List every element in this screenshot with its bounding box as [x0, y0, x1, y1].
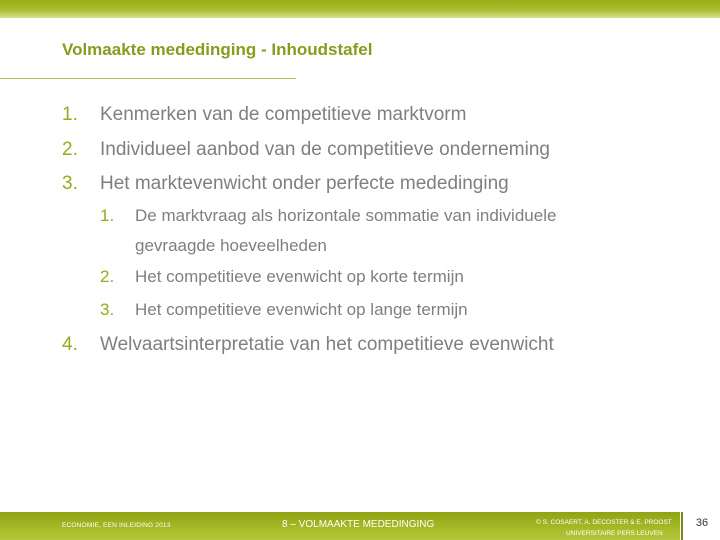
toc-subitem-text: Het competitieve evenwicht op lange termijn [135, 300, 468, 319]
footer-authors: © S. COSAERT, A. DECOSTER & E. PROOST [536, 519, 672, 526]
toc-subitem-text-continued: gevraagde hoeveelheden [135, 236, 327, 255]
toc-subitem-text: De marktvraag als horizontale sommatie van individuele [135, 206, 557, 225]
footer-course-title: ECONOMIE, EEN INLEIDING 2013 [62, 522, 171, 529]
footer-publisher: UNIVERSITAIRE PERS LEUVEN [566, 530, 663, 537]
slide-title: Volmaakte mededinging - Inhoudstafel [62, 40, 373, 59]
toc-item-text: Individueel aanbod van de competitieve onderneming [100, 139, 550, 160]
header-band [0, 0, 720, 18]
toc-subitem-number: 1. [100, 206, 115, 225]
toc-subitem-number: 2. [100, 267, 115, 286]
toc-item-number: 3. [62, 173, 78, 194]
footer-chapter: 8 – VOLMAAKTE MEDEDINGING [282, 519, 435, 530]
toc-subitem-number: 3. [100, 300, 115, 319]
toc-item-number: 1. [62, 104, 78, 125]
toc-subitem-text: Het competitieve evenwicht op korte termijn [135, 267, 464, 286]
page-number: 36 [695, 517, 709, 529]
toc-item-number: 4. [62, 334, 78, 355]
title-underline [0, 78, 296, 79]
toc-item-text: Welvaartsinterpretatie van het competitieve evenwicht [100, 334, 554, 355]
page-number-divider [681, 512, 683, 540]
toc-item-text: Het marktevenwicht onder perfecte mededinging [100, 173, 509, 194]
toc-item-text: Kenmerken van de competitieve marktvorm [100, 104, 467, 125]
toc-item-number: 2. [62, 139, 78, 160]
